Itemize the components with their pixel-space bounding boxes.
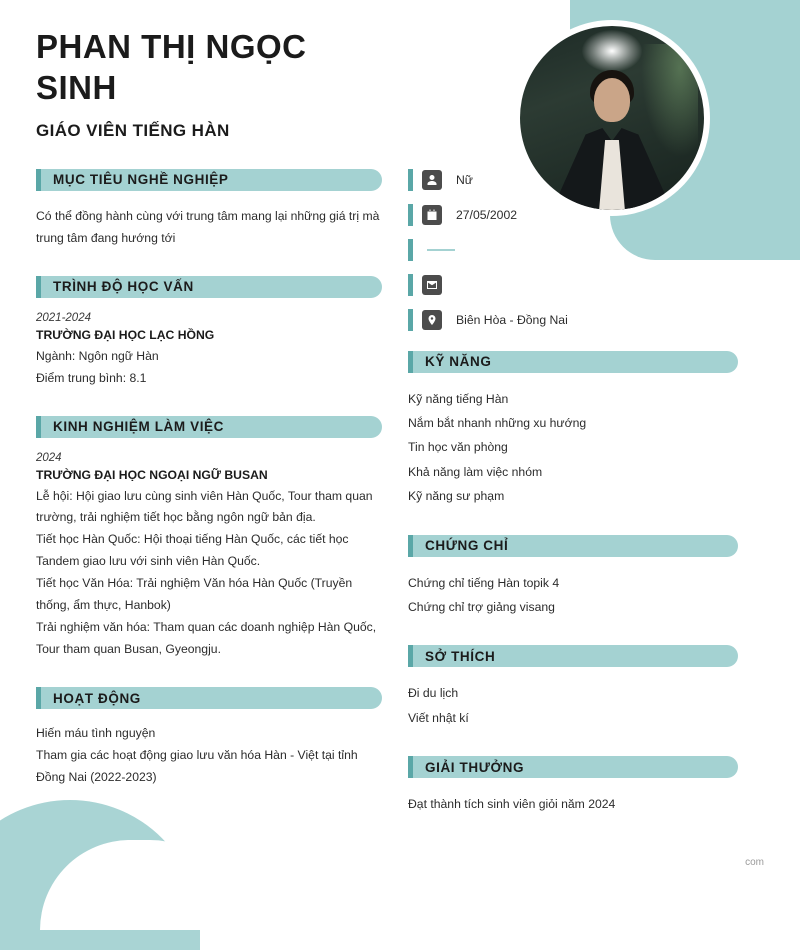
resume-columns — [0, 169, 800, 843]
calendar-icon — [422, 205, 442, 225]
page-title: PHAN THỊ NGỌC SINH — [36, 28, 307, 107]
list-item: Kỹ năng sư phạm — [408, 489, 505, 504]
section-heading-skills — [408, 351, 738, 373]
entry-line: Điểm trung bình: 8.1 — [36, 370, 147, 385]
section-certificates — [408, 535, 738, 620]
divider — [427, 249, 455, 251]
heading-pill — [413, 645, 738, 667]
section-heading-objective — [36, 169, 382, 191]
heading-pill — [413, 535, 738, 557]
section-title: CHỨNG CHỈ — [425, 538, 509, 554]
heading-pill — [41, 169, 382, 191]
section-title: MỤC TIÊU NGHỀ NGHIỆP — [53, 172, 229, 187]
entry-organization: TRƯỜNG ĐẠI HỌC NGOẠI NGỮ BUSAN — [36, 467, 268, 482]
portrait-photo — [520, 26, 704, 210]
right-column — [408, 169, 738, 843]
resume-header — [0, 0, 520, 141]
entry-date: 2024 — [36, 451, 62, 464]
section-interests — [408, 645, 738, 730]
section-heading-experience — [36, 416, 382, 438]
section-heading-awards — [408, 756, 738, 778]
experience-entry — [36, 452, 382, 662]
contact-bar — [408, 309, 413, 331]
photo-head — [594, 78, 630, 122]
section-activities — [36, 687, 382, 789]
section-education — [36, 276, 382, 390]
entry-organization: TRƯỜNG ĐẠI HỌC LẠC HỒNG — [36, 327, 215, 342]
job-title: GIÁO VIÊN TIẾNG HÀN — [36, 120, 230, 140]
location-icon — [422, 310, 442, 330]
entry-date: 2021-2024 — [36, 311, 91, 324]
heading-pill — [41, 276, 382, 298]
avatar — [514, 20, 710, 216]
entry-line: Lễ hội: Hội giao lưu cùng sinh viên Hàn Quốc, Tour tham quan trường, trải nghiệm tiết học bằng ngôn ngữ bản địa. — [36, 488, 373, 525]
section-title: GIẢI THƯỞNG — [425, 759, 525, 775]
activity-line: Hiến máu tình nguyện — [36, 726, 156, 741]
entry-line: Ngành: Ngôn ngữ Hàn — [36, 348, 159, 363]
list-item: Đi du lịch — [408, 686, 459, 701]
contact-row-divider — [408, 239, 738, 261]
section-awards — [408, 756, 738, 816]
heading-pill — [41, 687, 382, 709]
contact-row-location — [408, 309, 738, 331]
section-experience — [36, 416, 382, 662]
list-item: Chứng chỉ trợ giảng visang — [408, 599, 555, 614]
contact-value: Biên Hòa - Đồng Nai — [456, 312, 568, 327]
contact-bar — [408, 169, 413, 191]
photo-foliage — [638, 44, 698, 164]
activity-line: Tham gia các hoạt động giao lưu văn hóa Hàn - Việt tại tỉnh Đồng Nai (2022-2023) — [36, 748, 358, 785]
contact-row-email — [408, 274, 738, 296]
section-heading-activities — [36, 687, 382, 709]
heading-pill — [413, 756, 738, 778]
person-icon — [422, 170, 442, 190]
list-item: Kỹ năng tiếng Hàn — [408, 391, 509, 406]
section-title: KỸ NĂNG — [425, 354, 492, 369]
list-item: Nắm bắt nhanh những xu hướng — [408, 415, 587, 430]
section-heading-certificates — [408, 535, 738, 557]
entry-line: Trải nghiệm văn hóa: Tham quan các doanh nghiệp Hàn Quốc, Tour tham quan Busan, Gyeongju. — [36, 620, 377, 657]
contact-bar — [408, 274, 413, 296]
photo-glow — [582, 30, 642, 72]
section-title: KINH NGHIỆM LÀM VIỆC — [53, 419, 225, 435]
section-heading-education — [36, 276, 382, 298]
objective-text: Có thể đồng hành cùng với trung tâm mang lại những giá trị mà trung tâm đang hướng tới — [36, 208, 380, 246]
entry-line: Tiết học Văn Hóa: Trải nghiệm Văn hóa Hàn Quốc (Truyền thống, ẩm thực, Hanbok) — [36, 576, 353, 613]
section-objective — [36, 169, 382, 250]
section-heading-interests — [408, 645, 738, 667]
entry-line: Tiết học Hàn Quốc: Hội thoại tiếng Hàn Quốc, các tiết học Tandem giao lưu với sinh viên Hàn Quốc. — [36, 532, 349, 569]
watermark: com — [745, 857, 764, 868]
contact-bar — [408, 239, 413, 261]
left-column — [36, 169, 408, 843]
mail-icon — [422, 275, 442, 295]
section-title: HOẠT ĐỘNG — [53, 690, 141, 706]
list-item: Viết nhật kí — [408, 710, 469, 725]
contact-bar — [408, 204, 413, 226]
education-entry — [36, 312, 382, 390]
heading-pill — [413, 351, 738, 373]
section-title: TRÌNH ĐỘ HỌC VẤN — [53, 279, 194, 295]
list-item: Chứng chỉ tiếng Hàn topik 4 — [408, 575, 560, 590]
section-title: SỞ THÍCH — [425, 648, 496, 664]
heading-pill — [41, 416, 382, 438]
list-item: Tin học văn phòng — [408, 440, 508, 455]
contact-value: 27/05/2002 — [456, 207, 517, 222]
section-skills — [408, 351, 738, 509]
list-item: Khả năng làm việc nhóm — [408, 464, 543, 479]
contact-value: Nữ — [456, 172, 473, 187]
list-item: Đạt thành tích sinh viên giỏi năm 2024 — [408, 797, 616, 812]
